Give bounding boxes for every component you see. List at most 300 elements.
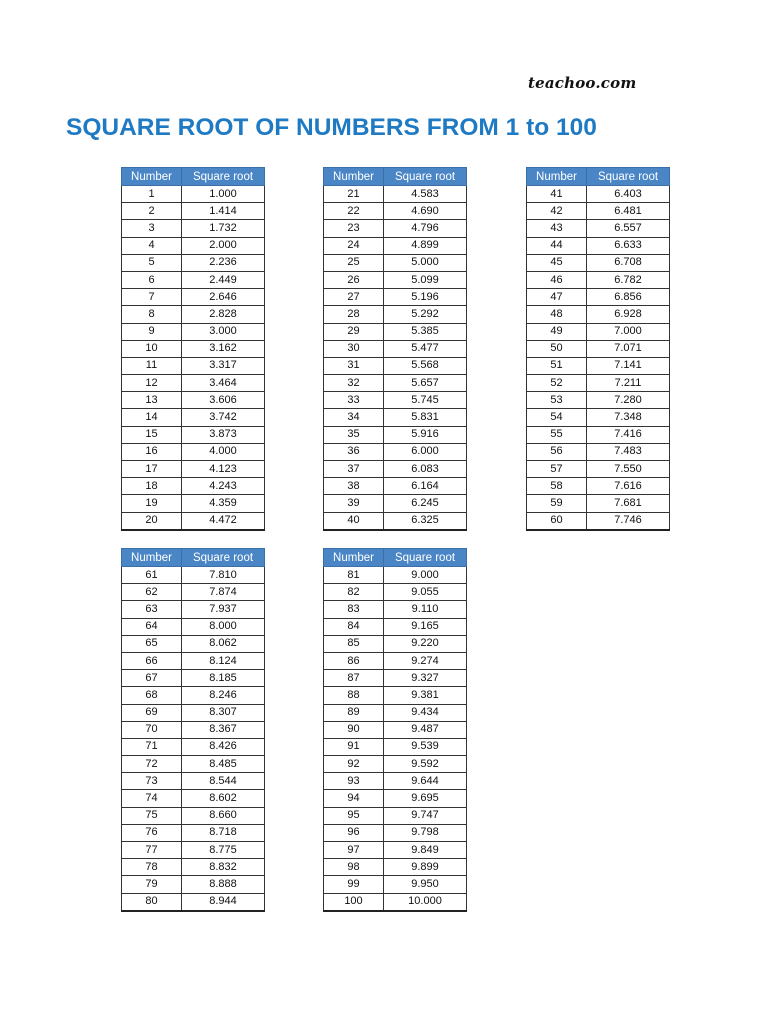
square-root-cell: 4.583 [384, 186, 467, 203]
square-root-cell: 8.062 [182, 635, 265, 652]
number-cell: 39 [324, 495, 384, 512]
square-root-cell: 3.742 [182, 409, 265, 426]
number-cell: 75 [122, 807, 182, 824]
table-row [527, 357, 670, 374]
square-root-cell: 7.416 [587, 426, 670, 443]
table-row [122, 893, 265, 911]
number-cell: 49 [527, 323, 587, 340]
table-row [324, 601, 467, 618]
square-root-cell: 3.000 [182, 323, 265, 340]
number-cell: 10 [122, 340, 182, 357]
square-root-column-header: Square root [182, 168, 265, 186]
square-root-cell: 4.472 [182, 512, 265, 530]
table-row [324, 495, 467, 512]
number-cell: 11 [122, 357, 182, 374]
square-root-cell: 3.464 [182, 375, 265, 392]
table-row [324, 375, 467, 392]
table-row [324, 687, 467, 704]
number-cell: 3 [122, 220, 182, 237]
square-root-cell: 8.246 [182, 687, 265, 704]
table-row [122, 635, 265, 652]
number-cell: 15 [122, 426, 182, 443]
number-cell: 84 [324, 618, 384, 635]
table-row [324, 756, 467, 773]
table-header-row [527, 168, 670, 186]
number-cell: 1 [122, 186, 182, 203]
square-root-cell: 8.888 [182, 876, 265, 893]
table-row [527, 203, 670, 220]
number-cell: 58 [527, 478, 587, 495]
square-root-cell: 9.327 [384, 670, 467, 687]
square-root-cell: 8.544 [182, 773, 265, 790]
number-cell: 52 [527, 375, 587, 392]
square-root-cell: 7.810 [182, 567, 265, 584]
table-row [324, 203, 467, 220]
table-row [324, 670, 467, 687]
number-cell: 7 [122, 289, 182, 306]
square-root-cell: 4.243 [182, 478, 265, 495]
square-root-cell: 7.874 [182, 584, 265, 601]
square-root-cell: 8.775 [182, 842, 265, 859]
number-cell: 93 [324, 773, 384, 790]
table-row [324, 340, 467, 357]
square-root-table-61-to-80 [121, 548, 265, 912]
number-cell: 63 [122, 601, 182, 618]
table-row [324, 220, 467, 237]
square-root-cell: 5.568 [384, 357, 467, 374]
number-cell: 71 [122, 738, 182, 755]
square-root-cell: 2.000 [182, 237, 265, 254]
table-row [324, 186, 467, 203]
table-row [122, 426, 265, 443]
number-cell: 23 [324, 220, 384, 237]
table-row [122, 618, 265, 635]
table-row [122, 687, 265, 704]
number-cell: 5 [122, 254, 182, 271]
table-header-row [324, 168, 467, 186]
table-row [324, 461, 467, 478]
table-row [324, 512, 467, 530]
square-root-cell: 2.236 [182, 254, 265, 271]
square-root-cell: 9.592 [384, 756, 467, 773]
number-cell: 8 [122, 306, 182, 323]
square-root-cell: 8.185 [182, 670, 265, 687]
square-root-cell: 7.937 [182, 601, 265, 618]
square-root-cell: 3.873 [182, 426, 265, 443]
square-root-cell: 5.657 [384, 375, 467, 392]
square-root-cell: 7.746 [587, 512, 670, 530]
number-cell: 96 [324, 824, 384, 841]
square-root-cell: 8.602 [182, 790, 265, 807]
square-root-cell: 7.000 [587, 323, 670, 340]
number-cell: 80 [122, 893, 182, 911]
square-root-cell: 5.000 [384, 254, 467, 271]
number-column-header: Number [324, 549, 384, 567]
square-root-cell: 9.644 [384, 773, 467, 790]
number-cell: 77 [122, 842, 182, 859]
table-row [324, 635, 467, 652]
square-root-cell: 8.718 [182, 824, 265, 841]
number-cell: 72 [122, 756, 182, 773]
table-row [324, 426, 467, 443]
square-root-column-header: Square root [182, 549, 265, 567]
number-cell: 83 [324, 601, 384, 618]
square-root-cell: 8.426 [182, 738, 265, 755]
square-root-cell: 8.660 [182, 807, 265, 824]
number-cell: 18 [122, 478, 182, 495]
square-root-cell: 9.055 [384, 584, 467, 601]
square-root-cell: 7.681 [587, 495, 670, 512]
number-cell: 45 [527, 254, 587, 271]
number-cell: 17 [122, 461, 182, 478]
square-root-cell: 4.690 [384, 203, 467, 220]
table-row [122, 271, 265, 288]
square-root-cell: 8.367 [182, 721, 265, 738]
number-cell: 100 [324, 893, 384, 911]
number-cell: 69 [122, 704, 182, 721]
table-row [122, 461, 265, 478]
square-root-cell: 6.633 [587, 237, 670, 254]
number-cell: 85 [324, 635, 384, 652]
table-row [527, 478, 670, 495]
table-row [324, 323, 467, 340]
square-root-cell: 3.317 [182, 357, 265, 374]
number-cell: 57 [527, 461, 587, 478]
table-row [122, 584, 265, 601]
square-root-cell: 9.798 [384, 824, 467, 841]
number-cell: 50 [527, 340, 587, 357]
number-cell: 33 [324, 392, 384, 409]
table-row [324, 584, 467, 601]
table-header-row [122, 168, 265, 186]
table-row [527, 375, 670, 392]
number-cell: 29 [324, 323, 384, 340]
number-cell: 16 [122, 443, 182, 460]
number-cell: 97 [324, 842, 384, 859]
table-row [122, 306, 265, 323]
number-cell: 6 [122, 271, 182, 288]
table-row [122, 392, 265, 409]
square-root-cell: 9.849 [384, 842, 467, 859]
number-cell: 38 [324, 478, 384, 495]
table-row [122, 237, 265, 254]
table-row [324, 721, 467, 738]
table-row [324, 392, 467, 409]
number-cell: 67 [122, 670, 182, 687]
square-root-cell: 7.550 [587, 461, 670, 478]
table-row [122, 220, 265, 237]
number-cell: 99 [324, 876, 384, 893]
number-column-header: Number [122, 168, 182, 186]
table-row [527, 271, 670, 288]
table-row [324, 254, 467, 271]
square-root-cell: 2.646 [182, 289, 265, 306]
table-row [122, 203, 265, 220]
number-cell: 56 [527, 443, 587, 460]
square-root-cell: 3.606 [182, 392, 265, 409]
number-column-header: Number [122, 549, 182, 567]
table-row [122, 323, 265, 340]
number-cell: 21 [324, 186, 384, 203]
number-cell: 53 [527, 392, 587, 409]
square-root-cell: 6.557 [587, 220, 670, 237]
square-root-cell: 7.280 [587, 392, 670, 409]
number-cell: 35 [324, 426, 384, 443]
number-cell: 2 [122, 203, 182, 220]
table-row [122, 375, 265, 392]
number-cell: 42 [527, 203, 587, 220]
table-row [527, 409, 670, 426]
number-cell: 54 [527, 409, 587, 426]
square-root-cell: 7.211 [587, 375, 670, 392]
table-header-row [324, 549, 467, 567]
square-root-cell: 3.162 [182, 340, 265, 357]
number-cell: 19 [122, 495, 182, 512]
table-row [122, 773, 265, 790]
table-row [527, 237, 670, 254]
table-row [527, 512, 670, 530]
number-cell: 68 [122, 687, 182, 704]
table-row [324, 289, 467, 306]
table-header-row [122, 549, 265, 567]
square-root-cell: 7.348 [587, 409, 670, 426]
number-cell: 73 [122, 773, 182, 790]
table-row [324, 271, 467, 288]
table-row [527, 323, 670, 340]
table-row [122, 340, 265, 357]
square-root-cell: 4.899 [384, 237, 467, 254]
square-root-column-header: Square root [384, 168, 467, 186]
square-root-cell: 2.828 [182, 306, 265, 323]
square-root-cell: 1.000 [182, 186, 265, 203]
table-row [324, 876, 467, 893]
square-root-cell: 4.359 [182, 495, 265, 512]
table-row [122, 443, 265, 460]
table-row [527, 443, 670, 460]
page-title: SQUARE ROOT OF NUMBERS FROM 1 to 100 [66, 114, 597, 141]
table-row [324, 790, 467, 807]
number-cell: 94 [324, 790, 384, 807]
square-root-cell: 8.485 [182, 756, 265, 773]
square-root-cell: 5.292 [384, 306, 467, 323]
table-row [122, 601, 265, 618]
number-cell: 89 [324, 704, 384, 721]
table-row [324, 409, 467, 426]
table-row [122, 807, 265, 824]
square-root-column-header: Square root [587, 168, 670, 186]
number-cell: 60 [527, 512, 587, 530]
number-cell: 9 [122, 323, 182, 340]
number-column-header: Number [324, 168, 384, 186]
square-root-cell: 1.732 [182, 220, 265, 237]
square-root-cell: 6.403 [587, 186, 670, 203]
table-row [122, 254, 265, 271]
number-cell: 55 [527, 426, 587, 443]
table-row [324, 237, 467, 254]
number-cell: 36 [324, 443, 384, 460]
teachoo-logo: teachoo.com [528, 74, 637, 92]
table-row [122, 842, 265, 859]
table-row [324, 704, 467, 721]
square-root-cell: 9.274 [384, 652, 467, 669]
table-row [122, 859, 265, 876]
table-row [324, 893, 467, 911]
table-row [122, 652, 265, 669]
square-root-cell: 6.782 [587, 271, 670, 288]
square-root-cell: 1.414 [182, 203, 265, 220]
table-row [527, 186, 670, 203]
square-root-cell: 5.916 [384, 426, 467, 443]
number-cell: 22 [324, 203, 384, 220]
number-cell: 40 [324, 512, 384, 530]
square-root-cell: 6.325 [384, 512, 467, 530]
square-root-cell: 6.164 [384, 478, 467, 495]
table-row [122, 289, 265, 306]
square-root-cell: 6.708 [587, 254, 670, 271]
square-root-cell: 9.899 [384, 859, 467, 876]
square-root-cell: 6.245 [384, 495, 467, 512]
table-row [527, 289, 670, 306]
table-row [324, 618, 467, 635]
number-cell: 82 [324, 584, 384, 601]
number-cell: 90 [324, 721, 384, 738]
table-row [324, 567, 467, 584]
square-root-cell: 7.141 [587, 357, 670, 374]
square-root-cell: 2.449 [182, 271, 265, 288]
number-cell: 70 [122, 721, 182, 738]
number-cell: 95 [324, 807, 384, 824]
table-row [122, 567, 265, 584]
table-row [324, 807, 467, 824]
table-row [527, 392, 670, 409]
table-row [122, 721, 265, 738]
square-root-table-21-to-40 [323, 167, 467, 531]
number-cell: 43 [527, 220, 587, 237]
number-cell: 61 [122, 567, 182, 584]
square-root-cell: 6.000 [384, 443, 467, 460]
table-row [122, 409, 265, 426]
square-root-cell: 7.616 [587, 478, 670, 495]
square-root-cell: 9.487 [384, 721, 467, 738]
table-row [527, 461, 670, 478]
table-row [122, 670, 265, 687]
square-root-column-header: Square root [384, 549, 467, 567]
number-cell: 27 [324, 289, 384, 306]
table-row [122, 756, 265, 773]
number-cell: 46 [527, 271, 587, 288]
table-row [122, 186, 265, 203]
square-root-cell: 9.950 [384, 876, 467, 893]
table-row [527, 340, 670, 357]
number-cell: 62 [122, 584, 182, 601]
square-root-cell: 5.477 [384, 340, 467, 357]
number-cell: 28 [324, 306, 384, 323]
square-root-cell: 7.483 [587, 443, 670, 460]
square-root-cell: 9.695 [384, 790, 467, 807]
square-root-cell: 8.124 [182, 652, 265, 669]
table-row [324, 842, 467, 859]
table-row [122, 357, 265, 374]
square-root-cell: 7.071 [587, 340, 670, 357]
table-row [324, 773, 467, 790]
number-cell: 87 [324, 670, 384, 687]
number-cell: 32 [324, 375, 384, 392]
number-cell: 30 [324, 340, 384, 357]
square-root-cell: 6.083 [384, 461, 467, 478]
square-root-cell: 8.307 [182, 704, 265, 721]
table-row [527, 495, 670, 512]
number-cell: 37 [324, 461, 384, 478]
square-root-cell: 8.832 [182, 859, 265, 876]
table-row [122, 790, 265, 807]
square-root-table-81-to-100 [323, 548, 467, 912]
square-root-cell: 5.745 [384, 392, 467, 409]
number-cell: 76 [122, 824, 182, 841]
number-cell: 79 [122, 876, 182, 893]
square-root-cell: 5.385 [384, 323, 467, 340]
square-root-table-41-to-60 [526, 167, 670, 531]
square-root-cell: 6.856 [587, 289, 670, 306]
number-cell: 41 [527, 186, 587, 203]
square-root-cell: 6.481 [587, 203, 670, 220]
square-root-cell: 9.000 [384, 567, 467, 584]
number-cell: 74 [122, 790, 182, 807]
square-root-cell: 9.539 [384, 738, 467, 755]
square-root-cell: 4.796 [384, 220, 467, 237]
table-row [122, 704, 265, 721]
number-cell: 20 [122, 512, 182, 530]
table-row [324, 738, 467, 755]
number-cell: 48 [527, 306, 587, 323]
number-cell: 14 [122, 409, 182, 426]
number-cell: 51 [527, 357, 587, 374]
number-cell: 81 [324, 567, 384, 584]
square-root-cell: 6.928 [587, 306, 670, 323]
table-row [122, 876, 265, 893]
number-cell: 91 [324, 738, 384, 755]
table-row [122, 512, 265, 530]
table-row [527, 220, 670, 237]
square-root-cell: 5.196 [384, 289, 467, 306]
number-cell: 13 [122, 392, 182, 409]
number-cell: 44 [527, 237, 587, 254]
square-root-cell: 9.434 [384, 704, 467, 721]
table-row [324, 443, 467, 460]
square-root-cell: 9.381 [384, 687, 467, 704]
table-row [122, 495, 265, 512]
number-cell: 78 [122, 859, 182, 876]
number-column-header: Number [527, 168, 587, 186]
table-row [324, 478, 467, 495]
number-cell: 26 [324, 271, 384, 288]
number-cell: 65 [122, 635, 182, 652]
table-row [122, 478, 265, 495]
number-cell: 64 [122, 618, 182, 635]
number-cell: 92 [324, 756, 384, 773]
table-row [324, 357, 467, 374]
number-cell: 47 [527, 289, 587, 306]
table-row [324, 859, 467, 876]
table-row [527, 306, 670, 323]
number-cell: 34 [324, 409, 384, 426]
square-root-cell: 9.110 [384, 601, 467, 618]
table-row [324, 824, 467, 841]
table-row [324, 652, 467, 669]
number-cell: 88 [324, 687, 384, 704]
square-root-cell: 10.000 [384, 893, 467, 911]
table-row [324, 306, 467, 323]
square-root-cell: 5.831 [384, 409, 467, 426]
